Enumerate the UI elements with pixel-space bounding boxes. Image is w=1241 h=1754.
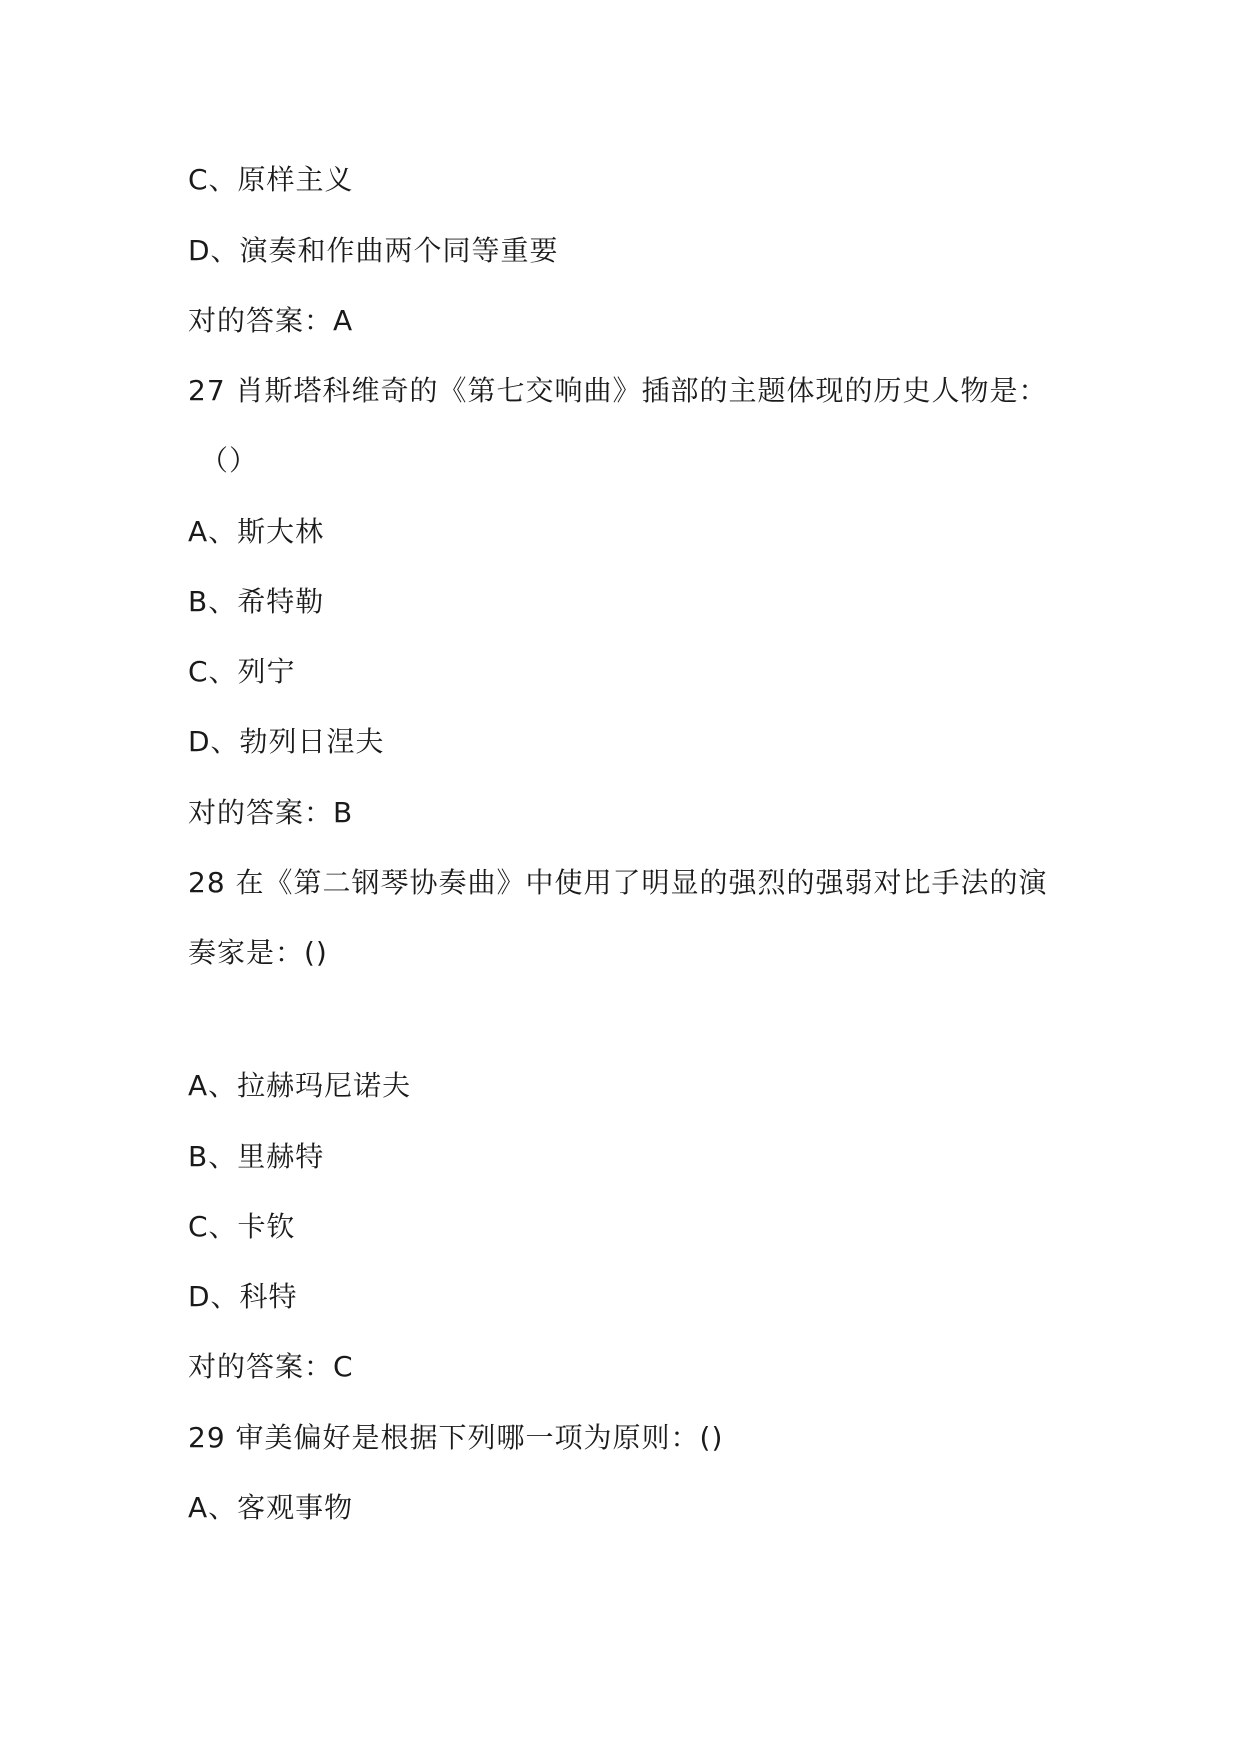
q28-answer: 对的答案：C (188, 1350, 354, 1383)
q28-option-c: C、卡钦 (188, 1210, 296, 1243)
q28-option-d: D、科特 (188, 1280, 298, 1313)
q29-question-line1: 29 审美偏好是根据下列哪一项为原则：() (188, 1421, 724, 1454)
q27-option-b: B、希特勒 (188, 585, 325, 618)
q28-option-b: B、里赫特 (188, 1140, 325, 1173)
q27-question-line2: （） (200, 444, 259, 477)
q26-answer: 对的答案：A (188, 304, 354, 337)
q28-option-a: A、拉赫玛尼诺夫 (188, 1069, 412, 1102)
q27-question-line1: 27 肖斯塔科维奇的《第七交响曲》插部的主题体现的历史人物是： (188, 374, 1048, 407)
q27-option-c: C、列宁 (188, 655, 296, 688)
q27-option-a: A、斯大林 (188, 515, 325, 548)
q27-answer: 对的答案：B (188, 796, 354, 829)
q26-option-d: D、演奏和作曲两个同等重要 (188, 234, 559, 267)
q28-question-line2: 奏家是：() (188, 936, 328, 969)
q27-option-d: D、勃列日涅夫 (188, 725, 385, 758)
q28-question-line1: 28 在《第二钢琴协奏曲》中使用了明显的强烈的强弱对比手法的演 (188, 866, 1048, 899)
q29-option-a: A、客观事物 (188, 1491, 354, 1524)
q26-option-c: C、原样主义 (188, 163, 354, 196)
